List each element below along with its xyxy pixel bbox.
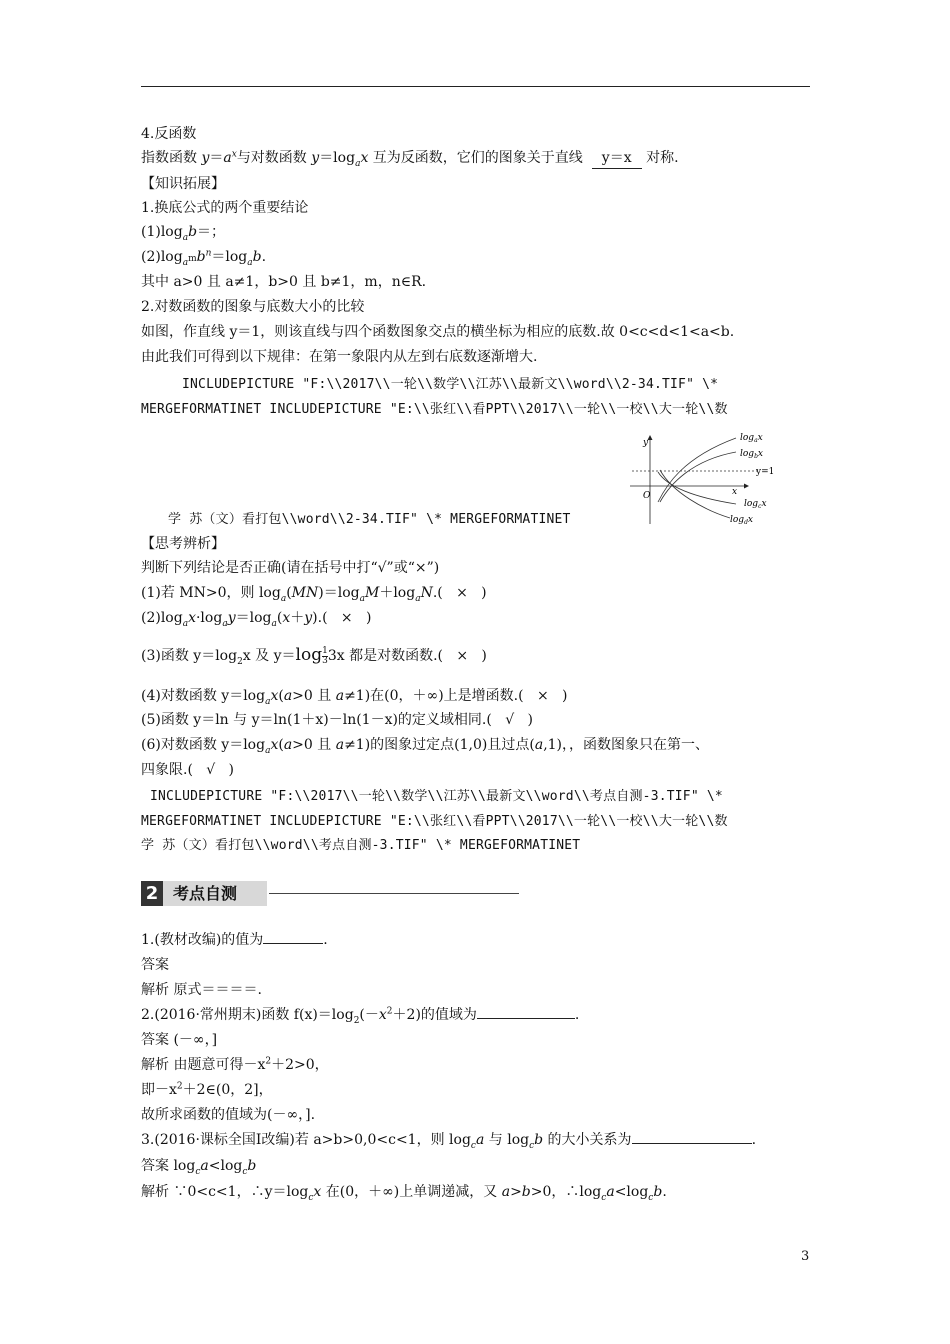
answer-1: 答案 [141, 957, 169, 973]
page-number: 3 [801, 1249, 810, 1264]
section-number: 2 [141, 881, 163, 906]
question-3: 3.(2016·课标全国Ⅰ改编)若 a>b>0,0<c<1，则 $\log_ca$ 与 $\log_cb$ 的大小关系为 . [141, 1132, 757, 1151]
answer-3: 答案 $\log_ca<\log_cb$ [141, 1158, 257, 1177]
field-code-4: INCLUDEPICTURE "F:\\2017\\一轮\\数学\\江苏\\最新文\\word\\考点自测-3.TIF" \* [150, 789, 723, 804]
item-6: (6)对数函数 $y=\log_ax(a>0$ 且 a≠1)的图象过定点(1,0)且过点(a,1)，，函数图象只在第一、 [141, 737, 710, 756]
formula-1: $(1)\log_ab=$； [141, 224, 226, 243]
label-log-b: $\log_bx$ [740, 449, 763, 460]
text-conditions: 其中 a>0 且 a≠1，b>0 且 b≠1，m，n∈R. [141, 274, 427, 290]
label-log-a: $\log_ax$ [740, 433, 763, 444]
question-2: 2.(2016·常州期末)函数 $f(x)=\log_2(-x^2+2)$的值域为 . [141, 1006, 580, 1026]
field-code-1: INCLUDEPICTURE "F:\\2017\\一轮\\数学\\江苏\\最新文\\word\\2-34.TIF" \* [182, 377, 719, 392]
section-title: 考点自测 [173, 884, 238, 903]
explain-2a: 解析 由题意可得$-x^2+2>0$， [141, 1056, 329, 1073]
field-code-2: MERGEFORMATINET INCLUDEPICTURE "E:\\张红\\看PPT\\2017\\一轮\\一校\\大一轮\\数 [141, 402, 728, 417]
heading-base-change: 1.换底公式的两个重要结论 [141, 200, 309, 216]
explain-3: 解析 ∵0<c<1，$\therefore y=\log_cx$ 在(0，＋∞)上单调递减，又 a>b>0，$\therefore\log_ca<\log_cb$. [141, 1184, 667, 1203]
label-log-d: $\log_dx$ [730, 515, 753, 526]
section-header [141, 881, 521, 909]
explain-1: 解析 原式＝＝＝＝. [141, 982, 262, 998]
item-3: (3)函数 $y=\log_2x$ 及 y＝log $\frac{1}{3}$ 3x 都是对数函数.( × ) [141, 645, 487, 667]
fill-answer: y＝x [592, 148, 642, 169]
label-axis-x: x [732, 487, 738, 497]
heading-knowledge: 【知识拓展】 [141, 176, 225, 192]
item-1: (1)若 MN>0，则 $\log_a(MN)=\log_aM+\log_aN$.( × ) [141, 585, 487, 604]
heading-graph-compare: 2.对数函数的图象与底数大小的比较 [141, 299, 365, 315]
label-axis-y: y [643, 438, 649, 448]
field-code-3: 学 苏（文）看打包\\word\\2-34.TIF" \* MERGEFORMATINET [168, 512, 571, 527]
label-origin: O [643, 491, 651, 501]
text-judge: 判断下列结论是否正确(请在括号中打“√”或“×”) [141, 560, 440, 576]
section-rule [269, 893, 519, 894]
question-1: 1.(教材改编)的值为 . [141, 932, 328, 948]
header-rule [141, 86, 810, 87]
field-code-6: 学 苏（文）看打包\\word\\考点自测-3.TIF" \* MERGEFORMATINET [141, 838, 581, 853]
item-4: (4)对数函数 $y=\log_ax(a>0$ 且 a≠1)在(0，＋∞)上是增函数.( × ) [141, 688, 568, 707]
item-2: $(2)\log_ax\cdot\log_ay=\log_a(x+y)$.( × ) [141, 610, 372, 629]
log-graph-figure [626, 430, 786, 526]
heading-inverse: 4.反函数 [141, 126, 197, 142]
explain-2c: 故所求函数的值域为(－∞，]. [141, 1107, 316, 1123]
item-5: (5)函数 y＝ln 与 y＝ln(1＋x)－ln(1－x)的定义域相同.( √ ) [141, 712, 533, 728]
heading-think: 【思考辨析】 [141, 536, 225, 552]
label-y-eq-1: y=1 [756, 467, 775, 477]
answer-2: 答案 (－∞，] [141, 1032, 218, 1048]
text-graph-2: 由此我们可得到以下规律：在第一象限内从左到右底数逐渐增大. [141, 349, 538, 365]
field-code-5: MERGEFORMATINET INCLUDEPICTURE "E:\\张红\\看PPT\\2017\\一轮\\一校\\大一轮\\数 [141, 814, 728, 829]
text-graph-1: 如图，作直线 y＝1，则该直线与四个函数图象交点的横坐标为相应的底数.故 0<c<d<1<a<b. [141, 324, 735, 340]
label-log-c: $\log_cx$ [744, 499, 767, 510]
explain-2b: 即$-x^2+2\in(0$，2]， [141, 1081, 273, 1098]
text-inverse-def: 指数函数 $y=a^x$与对数函数 $y=\log_ax$ 互为反函数，它们的图象关于直线 y＝x 对称. [141, 149, 679, 169]
formula-2: $(2)\log_{a^m}b^n=\log_ab$. [141, 248, 267, 268]
item-6-cont: 四象限.( √ ) [141, 762, 235, 778]
